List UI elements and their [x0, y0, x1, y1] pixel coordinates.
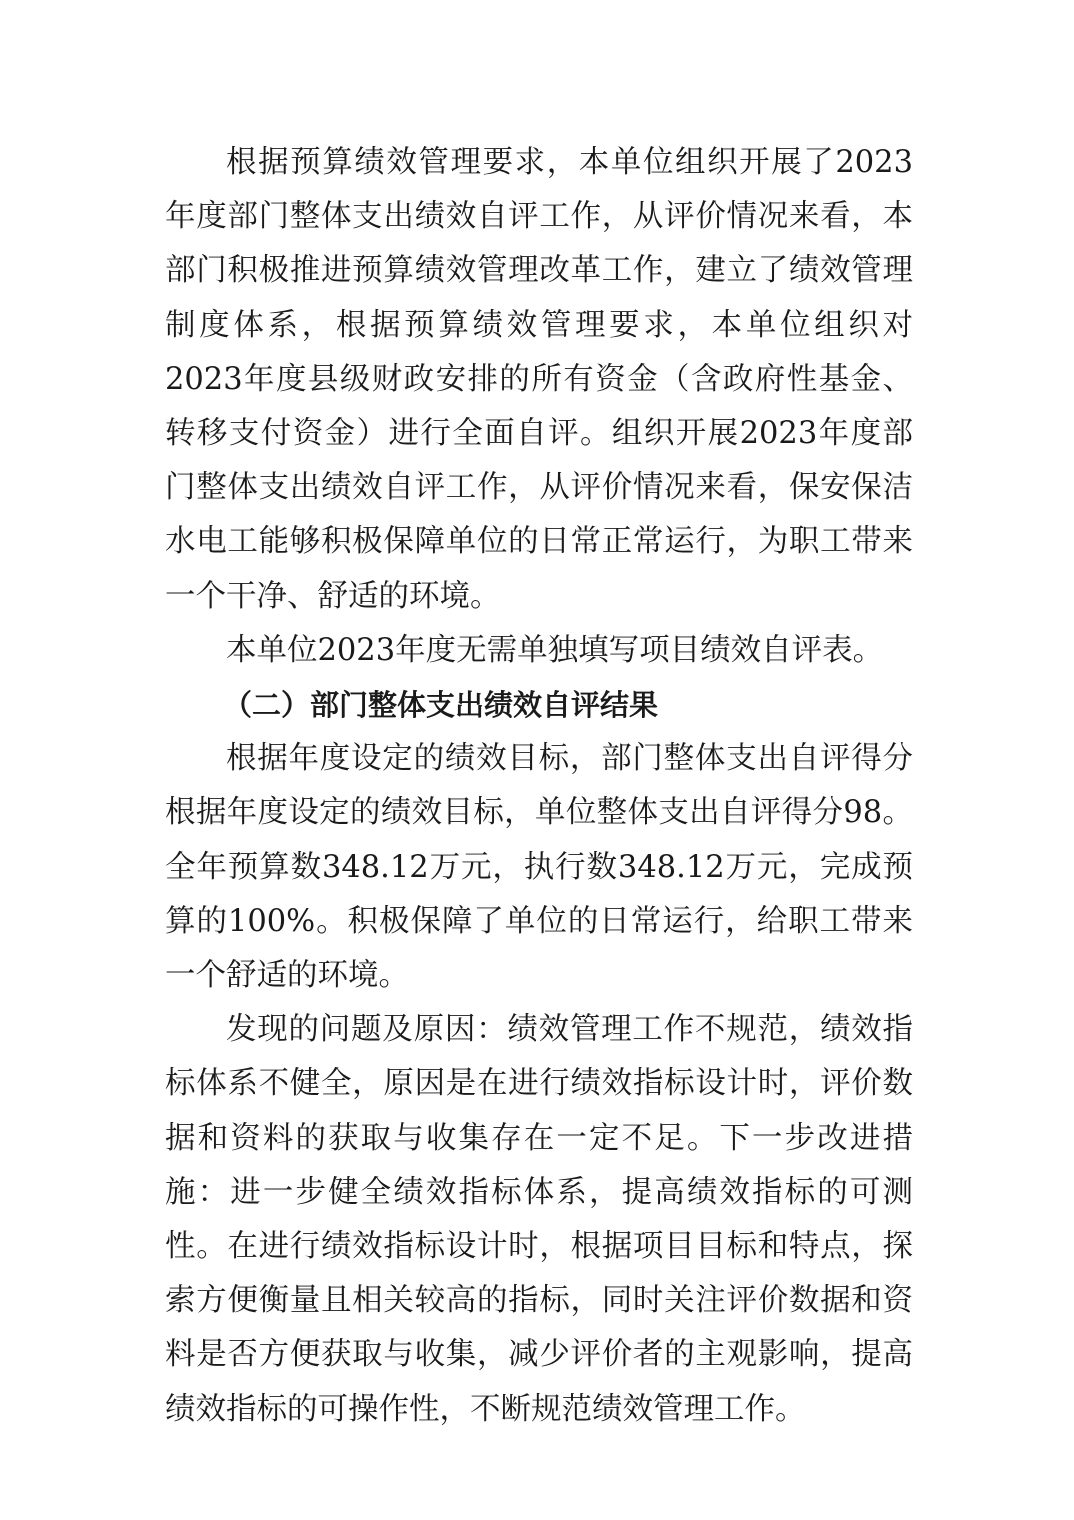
document-body: [165, 136, 913, 1437]
paragraph-evaluation-result: 根据年度设定的绩效目标，部门整体支出自评得分根据年度设定的绩效目标，单位整体支出自评得分98。全年预算数348.12万元，执行数348.12万元，完成预算的100%。积极保障了单位的日常运行，给职工带来一个舒适的环境。: [165, 741, 913, 994]
paragraph-project-evaluation-note: 本单位2023年度无需单独填写项目绩效自评表。: [226, 632, 884, 668]
paragraph-self-evaluation-overview: 根据预算绩效管理要求，本单位组织开展了2023年度部门整体支出绩效自评工作，从评价情况来看，本部门积极推进预算绩效管理改革工作，建立了绩效管理制度体系，根据预算绩效管理要求，本单位组织对2023年度县级财政安排的所有资金（含政府性基金、转移支付资金）进行全面自评。组织开展2023年度部门整体支出绩效自评工作，从评价情况来看，保安保洁水电工能够积极保障单位的日常正常运行，为职工带来一个干净、舒适的环境。: [165, 145, 913, 614]
section-heading: （二）部门整体支出绩效自评结果: [223, 688, 659, 723]
paragraph-problems-and-measures: 发现的问题及原因：绩效管理工作不规范，绩效指标体系不健全，原因是在进行绩效指标设计时，评价数据和资料的获取与收集存在一定不足。下一步改进措施：进一步健全绩效指标体系，提高绩效指标的可测性。在进行绩效指标设计时，根据项目目标和特点，探索方便衡量且相关较高的指标，同时关注评价数据和资料是否方便获取与收集，减少评价者的主观影响，提高绩效指标的可操作性，不断规范绩效管理工作。: [165, 1012, 913, 1427]
